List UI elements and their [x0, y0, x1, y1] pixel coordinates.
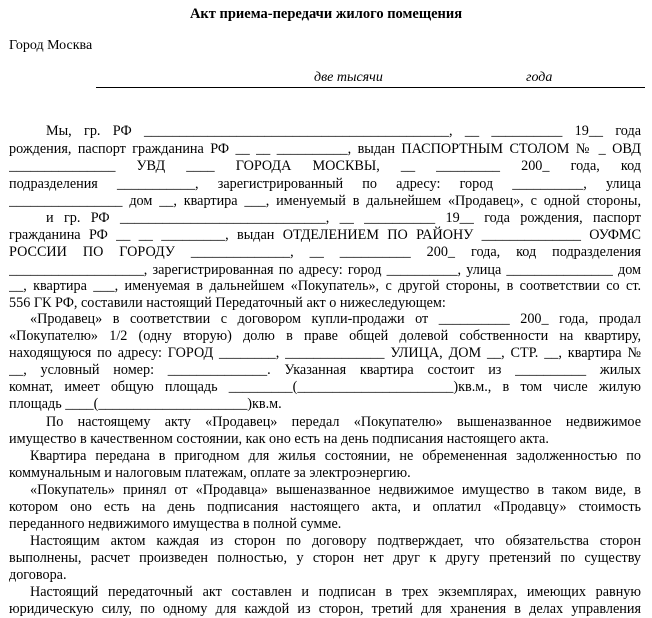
text-line: _______________ УВД ____ ГОРОДА МОСКВЫ, __ _________ 200_ года, код [9, 158, 641, 174]
text-line: коммунальным и налоговым платежам, оплате за электроэнергию. [9, 465, 411, 481]
text-line: гражданина РФ __ __ _________, выдан ОТДЕЛЕНИЕМ ПО РАЙОНУ ______________ ОУФМС [9, 227, 641, 243]
text-line: Настоящий передаточный акт составлен и подписан в трех экземплярах, имеющих равную [30, 584, 641, 600]
text-line: «Покупатель» принял от «Продавца» вышеназванное недвижимое имущество в таком виде, в [30, 482, 641, 498]
text-line: РОССИИ ПО ГОРОДУ ______________, __ __________ 200_ года, код подразделения [9, 244, 641, 260]
text-line: «Продавец» в соответствии с договором купли-продажи от __________ 200_ года, продал [30, 311, 641, 327]
text-line: договора. [9, 567, 67, 583]
date-words: две тысячи [314, 70, 383, 85]
text-line: выполнены, расчет произведен полностью, у сторон нет друг к другу претензий по существу [9, 550, 641, 566]
text-line: юридическую силу, по одному для каждой из сторон, третий для хранения в делах управления [9, 601, 641, 617]
document-title: Акт приема-передачи жилого помещения [189, 6, 463, 22]
text-line: ___________________, зарегистрированная по адресу: город __________, улица _______________ дом [9, 262, 641, 278]
text-line: подразделения ___________, зарегистрированный по адресу: город __________, улица [9, 176, 641, 192]
text-line: комнат, имеет общую площадь _________(______________________)кв.м., в том числе жилую [9, 379, 641, 395]
text-line: переданного недвижимого имущества в полной сумме. [9, 516, 342, 532]
text-line: находящуюся по адресу: ГОРОД ________, ______________ УЛИЦА, ДОМ __, СТР. __, квартира № [9, 345, 641, 361]
text-line: Настоящим актом каждая из сторон по договору подтверждает, что обязательства сторон [30, 533, 641, 549]
date-line [96, 70, 645, 88]
text-line: имущество в качественном состоянии, как оно есть на день подписания настоящего акта. [9, 431, 549, 447]
text-line: и гр. РФ _____________________________, __ __________ 19__ года рождения, паспорт [46, 210, 641, 226]
text-line: котором оно есть на день подписания настоящего акта, и оплатил «Продавцу» стоимость [9, 499, 641, 515]
text-line: Квартира передана в пригодном для жилья состоянии, не обремененная задолженностью по [30, 448, 641, 464]
text-line: По настоящему акту «Продавец» передал «Покупателю» вышеназванное недвижимое [46, 414, 641, 430]
text-line: 556 ГК РФ, составили настоящий Передаточный акт о нижеследующем: [9, 295, 446, 311]
city-line: Город Москва [9, 38, 93, 53]
text-line: площадь ____(_____________________)кв.м. [9, 396, 282, 412]
text-line: Мы, гр. РФ ___________________________________________, __ __________ 19__ года [46, 123, 641, 139]
text-line: рождения, паспорт гражданина РФ __ __ __________, выдан ПАСПОРТНЫМ СТОЛОМ № _ ОВД [9, 141, 641, 157]
text-line: __, условный номер: ______________. Указанная квартира состоит из __________ жилых [9, 362, 641, 378]
date-year: года [526, 70, 553, 85]
text-line: «Покупателю» 1/2 (одну вторую) долю в праве общей долевой собственности на квартиру, [9, 328, 641, 344]
text-line: __, квартира ___, именуемая в дальнейшем «Покупатель», с другой стороны, в соответствии со ст. [9, 278, 641, 294]
text-line: ________________ дом __, квартира ___, именуемый в дальнейшем «Продавец», с одной стороны, [9, 193, 641, 209]
